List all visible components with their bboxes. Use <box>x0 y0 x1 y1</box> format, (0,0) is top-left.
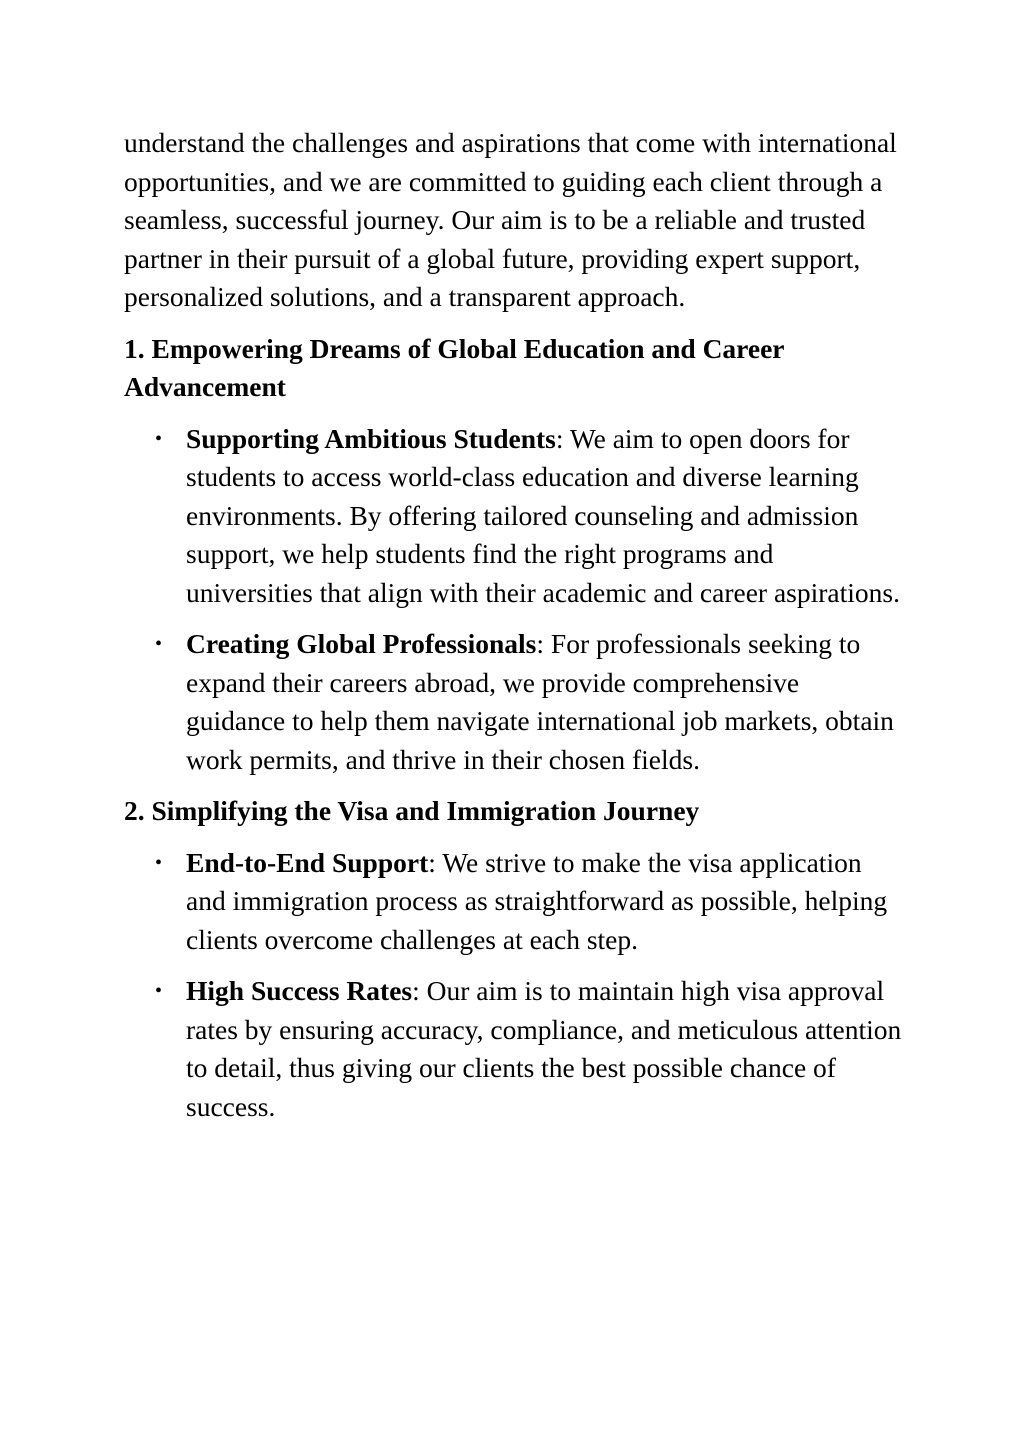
bullet-list-1 <box>124 420 904 780</box>
list-item <box>155 844 904 960</box>
bullet-term: High Success Rates <box>186 975 413 1006</box>
bullet-term: End-to-End Support <box>186 846 429 878</box>
bullet-term: Supporting Ambitious Students <box>186 422 556 454</box>
bullet-text: : We strive to make the visa application and immigration process as straightforward as possible, helping clients overcome challenges at each step. <box>186 846 888 955</box>
bullet-text: : Our aim is to maintain high visa approval rates by ensuring accuracy, compliance, and meticulous attention to detail, thus giving our clients the best possible chance of success. <box>186 975 902 1122</box>
bullet-icon: • <box>155 980 163 1002</box>
document-page <box>124 124 904 1126</box>
bullet-term: Creating Global Professionals <box>186 628 537 659</box>
section-heading-2: 2. Simplifying the Visa and Immigration Journey <box>124 795 700 826</box>
bullet-icon: • <box>155 427 163 450</box>
bullet-text: : For professionals seeking to expand their careers abroad, we provide comprehensive guidance to help them navigate international job markets, obtain work permits, and thrive in their chosen fields. <box>186 628 894 775</box>
section-heading-1: 1. Empowering Dreams of Global Education and Career Advancement <box>124 332 785 402</box>
list-item <box>155 420 904 613</box>
bullet-list-2 <box>124 844 904 1127</box>
bullet-icon: • <box>155 633 163 655</box>
bullet-text: : We aim to open doors for students to access world-class education and diverse learning environments. By offering tailored counseling and admission support, we help students find the right programs and universities that align with their academic and career aspirations. <box>186 422 900 608</box>
list-item <box>155 625 904 779</box>
bullet-icon: • <box>155 851 163 874</box>
intro-paragraph: understand the challenges and aspirations that come with international opportunities, and we are committed to guiding each client through a seamless, successful journey. Our aim is to be a reliable and trusted partner in their pursuit of a global future, providing expert support, personalized solutions, and a transparent approach. <box>124 127 897 312</box>
list-item <box>155 972 904 1126</box>
